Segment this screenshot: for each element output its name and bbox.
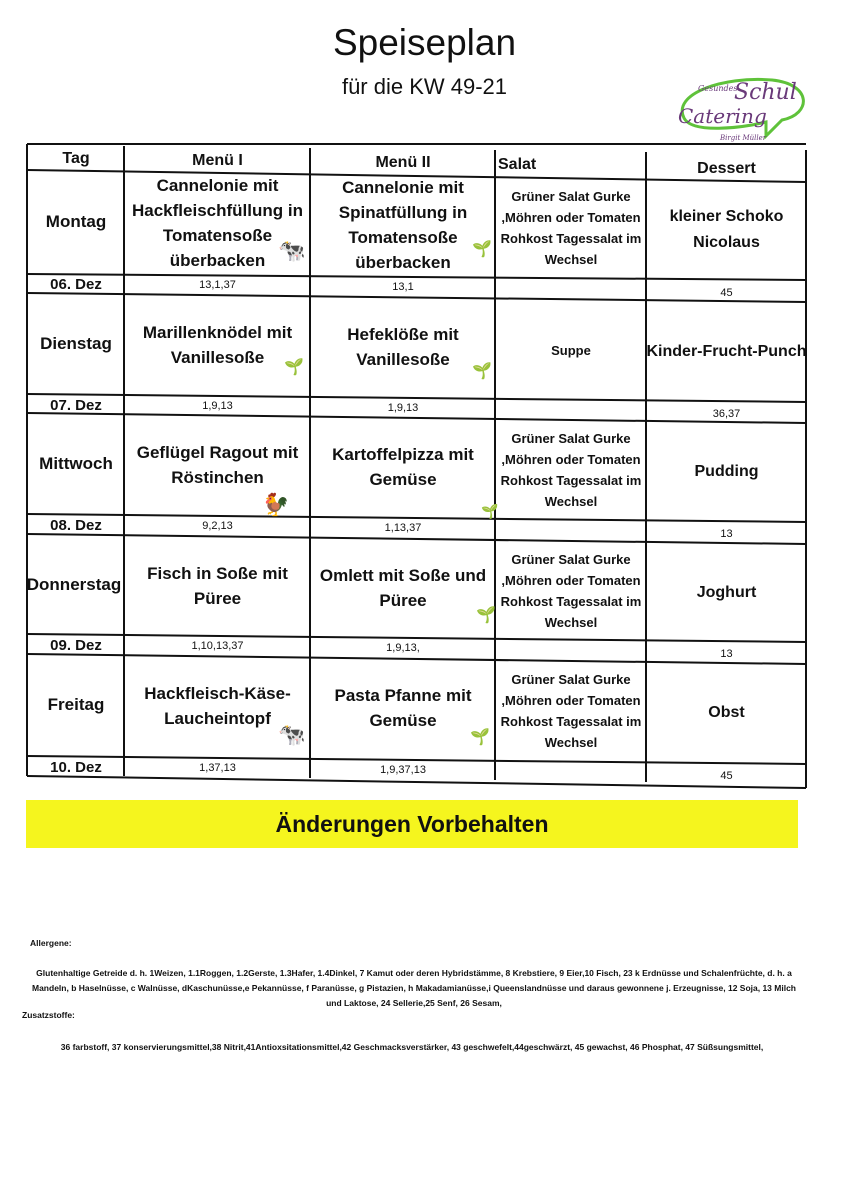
page-subtitle: für die KW 49-21	[341, 74, 508, 99]
dessert-donnerstag: Joghurt	[696, 584, 757, 601]
day-donnerstag: Donnerstag	[26, 575, 122, 594]
salat-dienstag: Suppe	[551, 342, 591, 358]
menu2-montag: Cannelonie mit Spinatfüllung in Tomatensoße überbacken	[338, 178, 468, 272]
day-dienstag: Dienstag	[40, 334, 112, 353]
menu2-dienstag: Hefeklöße mit Vanillesoße	[347, 325, 459, 369]
code-salat-freitag	[496, 763, 646, 781]
menu2-mittwoch: Kartoffelpizza mit Gemüse	[332, 445, 474, 489]
code-salat-mittwoch	[496, 521, 646, 539]
menu1-mittwoch: Geflügel Ragout mit Röstinchen	[136, 443, 299, 487]
code-dessert-montag: 45	[720, 287, 733, 299]
cow-icon: 🐄	[278, 722, 306, 747]
day-mittwoch: Mittwoch	[39, 454, 113, 473]
code-menu2-donnerstag: 1,9,13,	[386, 642, 420, 654]
code-salat-donnerstag	[496, 641, 646, 659]
code-menu1-donnerstag: 1,10,13,37	[191, 640, 244, 652]
date-donnerstag: 09. Dez	[50, 636, 102, 654]
radish-icon: 🌱	[481, 503, 499, 519]
menu2-freitag: Pasta Pfanne mit Gemüse	[334, 686, 472, 730]
radish-icon: 🌱	[284, 359, 304, 376]
logo-owner: Birgit Müller	[720, 134, 767, 142]
menu1-dienstag: Marillenknödel mit Vanillesoße	[142, 323, 293, 367]
code-salat-montag	[496, 280, 646, 298]
menu2-donnerstag: Omlett mit Soße und Püree	[319, 566, 487, 610]
code-menu1-montag: 13,1,37	[199, 279, 236, 291]
menu1-montag: Cannelonie mit Hackfleischfüllung in Tomatensoße überbacken	[132, 176, 303, 270]
allergene-text: Glutenhaltige Getreide d. h. 1Weizen, 1.1Roggen, 1.2Gerste, 1.3Hafer, 1.4Dinkel, 7 Kamut oder deren Hybridstämme, 8 Krebstiere, 9 Eier,10 Fisch, 23 k Erdnüsse und Schalenfrüchte, d. h. a Mandeln, b Haselnüsse, c Walnüsse, dKaschunüsse,e Pekannüsse, f Paranüsse, g Pistazien, h Makadamianüsse,i Queenslandnüsse und daraus gewonnene j. Erzeugnisse, 12 Soja, 13 Milch und Laktose, 24 Sellerie,25 Senf, 26 Sesam,	[32, 968, 796, 1008]
dessert-montag: kleiner Schoko Nicolaus	[669, 208, 784, 251]
zusatzstoffe-label: Zusatzstoffe:	[22, 1010, 75, 1020]
code-menu2-montag: 13,1	[392, 281, 414, 293]
radish-icon: 🌱	[470, 729, 490, 746]
school-catering-logo	[662, 74, 812, 154]
date-freitag: 10. Dez	[50, 758, 102, 776]
code-menu1-dienstag: 1,9,13	[202, 400, 233, 412]
chicken-icon: 🐓	[262, 492, 290, 517]
dessert-mittwoch: Pudding	[694, 463, 759, 480]
logo-small-text: Gesundes	[698, 84, 738, 93]
radish-icon: 🌱	[472, 241, 492, 258]
header-dessert: Dessert	[697, 160, 756, 177]
date-montag: 06. Dez	[50, 275, 102, 293]
code-dessert-dienstag: 36,37	[712, 408, 741, 420]
radish-icon: 🌱	[472, 363, 492, 380]
changes-reserved-banner: Änderungen Vorbehalten	[26, 800, 798, 848]
logo-word-catering: Catering	[678, 104, 767, 128]
code-salat-dienstag	[496, 401, 646, 419]
menu1-freitag: Hackfleisch-Käse-Laucheintopf	[144, 684, 291, 728]
radish-icon: 🌱	[476, 607, 496, 624]
code-menu1-freitag: 1,37,13	[199, 762, 236, 774]
salat-freitag: Grüner Salat Gurke ,Möhren oder Tomaten Rohkost Tagessalat im Wechsel	[500, 672, 642, 750]
allergene-label: Allergene:	[30, 938, 72, 948]
code-menu1-mittwoch: 9,2,13	[202, 520, 233, 532]
code-menu2-freitag: 1,9,37,13	[380, 764, 426, 776]
date-mittwoch: 08. Dez	[50, 516, 102, 534]
page-title: Speiseplan	[332, 22, 517, 63]
code-menu2-dienstag: 1,9,13	[387, 402, 419, 414]
dessert-dienstag: Kinder-Frucht-Punch	[647, 343, 806, 360]
salat-montag: Grüner Salat Gurke ,Möhren oder Tomaten Rohkost Tagessalat im Wechsel	[500, 189, 642, 267]
zusatzstoffe-text: 36 farbstoff, 37 konservierungsmittel,38 Nitrit,41Antioxsitationsmittel,42 Geschmacksverstärker, 43 geschwefelt,44geschwärzt, 45 gewachst, 46 Phosphat, 47 Süßsungsmittel,	[60, 1042, 764, 1052]
header-tag: Tag	[62, 150, 90, 167]
cow-icon: 🐄	[278, 238, 306, 263]
dessert-freitag: Obst	[708, 704, 745, 721]
header-menu1: Menü I	[192, 152, 243, 169]
salat-mittwoch: Grüner Salat Gurke ,Möhren oder Tomaten Rohkost Tagessalat im Wechsel	[500, 431, 642, 509]
day-montag: Montag	[45, 212, 107, 231]
day-freitag: Freitag	[47, 695, 105, 714]
header-salat: Salat	[498, 156, 537, 173]
date-dienstag: 07. Dez	[50, 396, 102, 414]
header-menu2: Menü II	[375, 154, 431, 171]
code-dessert-freitag: 45	[720, 770, 733, 782]
logo-word-schul: Schul	[734, 80, 797, 105]
menu1-donnerstag: Fisch in Soße mit Püree	[147, 564, 288, 608]
salat-donnerstag: Grüner Salat Gurke ,Möhren oder Tomaten Rohkost Tagessalat im Wechsel	[500, 552, 642, 630]
code-menu2-mittwoch: 1,13,37	[384, 522, 422, 534]
code-dessert-mittwoch: 13	[720, 528, 733, 540]
code-dessert-donnerstag: 13	[720, 648, 733, 660]
